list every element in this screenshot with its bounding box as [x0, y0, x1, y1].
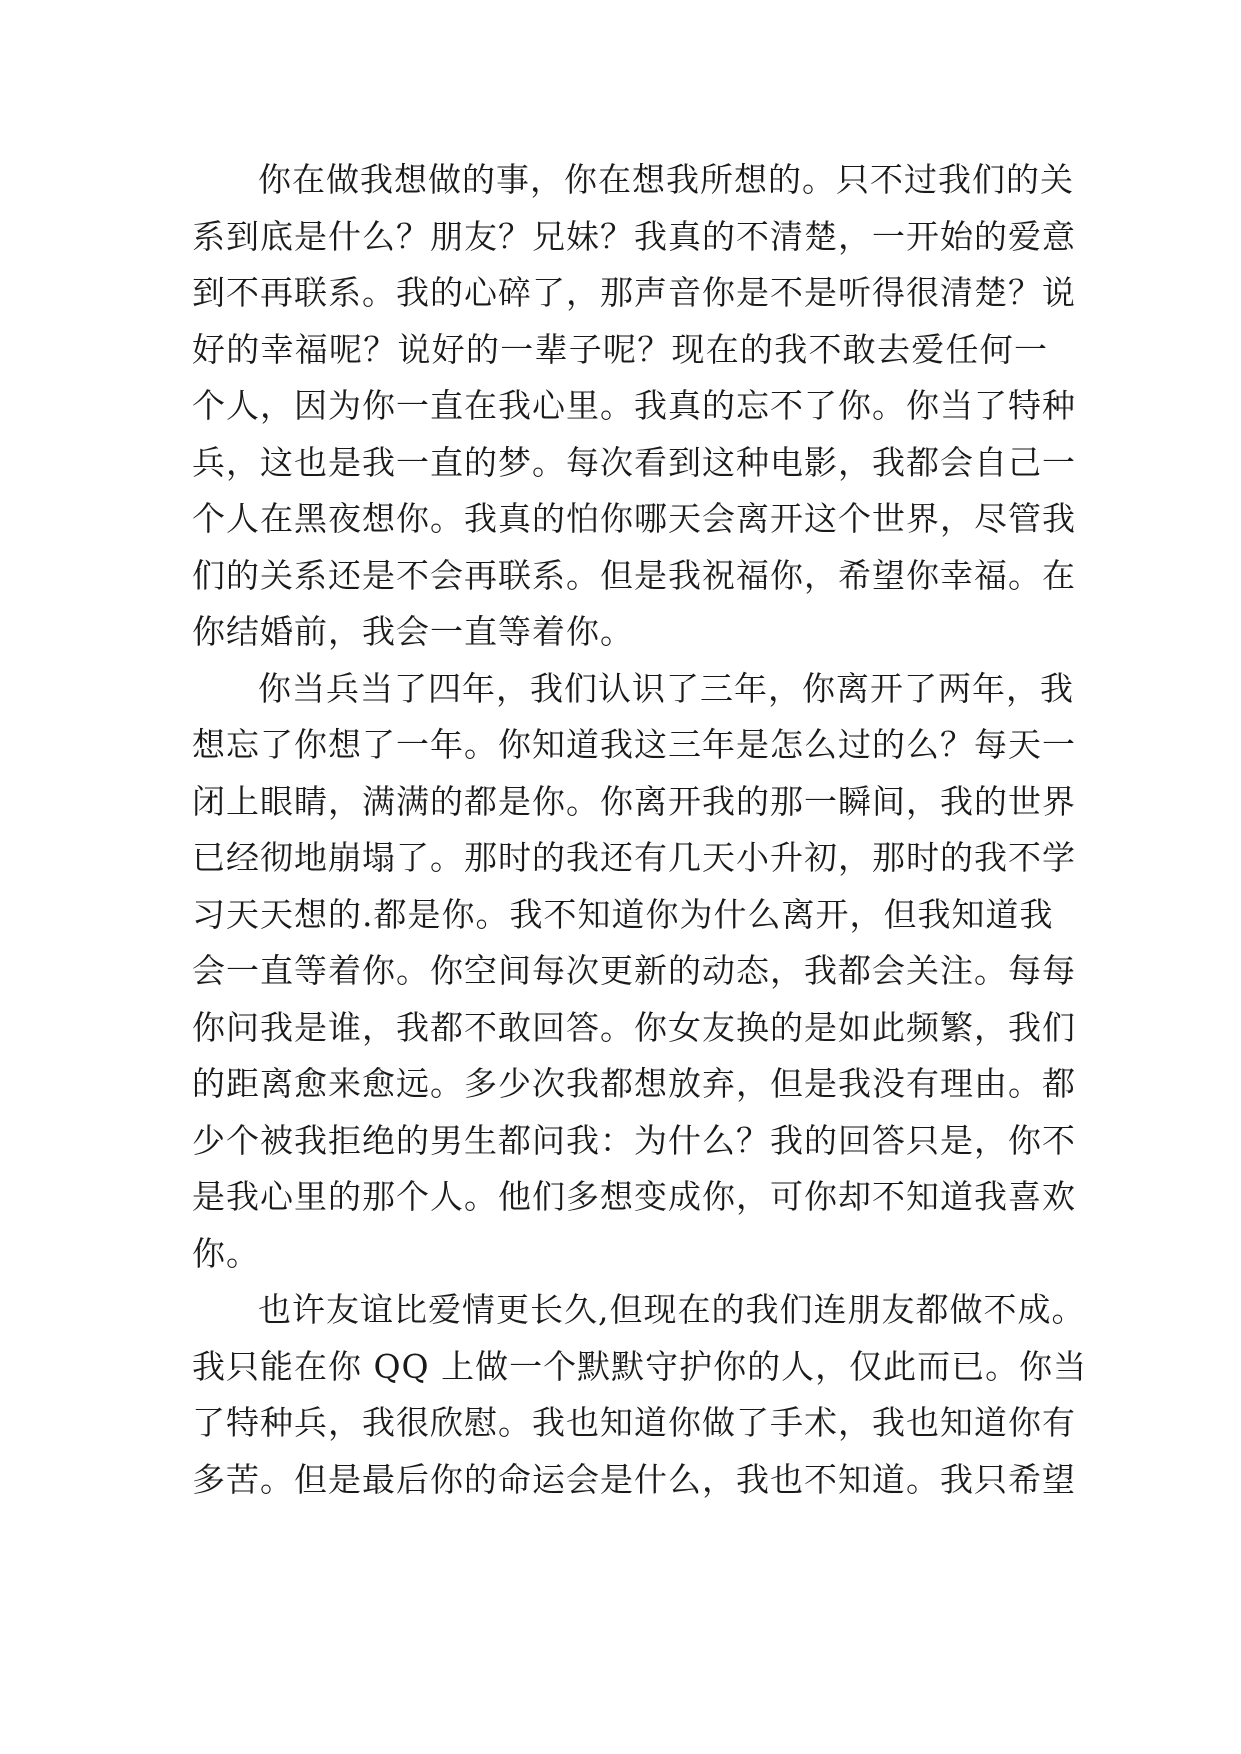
text-line: 个人，因为你一直在我心里。我真的忘不了你。你当了特种	[192, 386, 1076, 425]
text-line: 兵，这也是我一直的梦。每次看到这种电影，我都会自己一	[192, 442, 1076, 482]
text-line: 你结婚前，我会一直等着你。	[192, 612, 634, 651]
text-line: 少个被我拒绝的男生都问我：为什么？我的回答只是，你不	[192, 1120, 1076, 1160]
paragraph-1	[192, 152, 1076, 661]
paragraph-3	[192, 1282, 1088, 1508]
text-line: 你。	[192, 1233, 260, 1273]
text-line: 们的关系还是不会再联系。但是我祝福你，希望你幸福。在	[192, 555, 1076, 595]
text-line: 你当兵当了四年，我们认识了三年，你离开了两年，我	[258, 668, 1074, 708]
text-line: 已经彻地崩塌了。那时的我还有几天小升初，那时的我不学	[192, 838, 1076, 877]
text-line: 你在做我想做的事，你在想我所想的。只不过我们的关	[258, 160, 1074, 199]
text-line: 多苦。但是最后你的命运会是什么，我也不知道。我只希望	[192, 1459, 1076, 1499]
text-line: 会一直等着你。你空间每次更新的动态，我都会关注。每每	[192, 951, 1076, 990]
text-line: 是我心里的那个人。他们多想变成你，可你却不知道我喜欢	[192, 1177, 1076, 1216]
text-line: 个人在黑夜想你。我真的怕你哪天会离开这个世界，尽管我	[192, 499, 1076, 538]
text-line: 习天天想的.都是你。我不知道你为什么离开，但我知道我	[192, 894, 1054, 934]
document-body	[192, 152, 1088, 1508]
text-line: 系到底是什么？朋友？兄妹？我真的不清楚，一开始的爱意	[192, 216, 1076, 256]
paragraph-2	[192, 661, 1076, 1283]
text-line: 了特种兵，我很欣慰。我也知道你做了手术，我也知道你有	[192, 1403, 1076, 1442]
text-line: 的距离愈来愈远。多少次我都想放弃，但是我没有理由。都	[192, 1064, 1076, 1103]
text-line: 想忘了你想了一年。你知道我这三年是怎么过的么？每天一	[192, 725, 1076, 764]
text-line: 好的幸福呢？说好的一辈子呢？现在的我不敢去爱任何一	[192, 329, 1048, 369]
text-line: 闭上眼睛，满满的都是你。你离开我的那一瞬间，我的世界	[192, 781, 1076, 821]
text-line: 到不再联系。我的心碎了，那声音你是不是听得很清楚？说	[192, 273, 1076, 312]
text-line: 也许友谊比爱情更长久,但现在的我们连朋友都做不成。	[258, 1290, 1086, 1329]
text-line: 你问我是谁，我都不敢回答。你女友换的是如此频繁，我们	[192, 1007, 1076, 1047]
text-line: 我只能在你 QQ 上做一个默默守护你的人，仅此而已。你当	[192, 1346, 1088, 1386]
